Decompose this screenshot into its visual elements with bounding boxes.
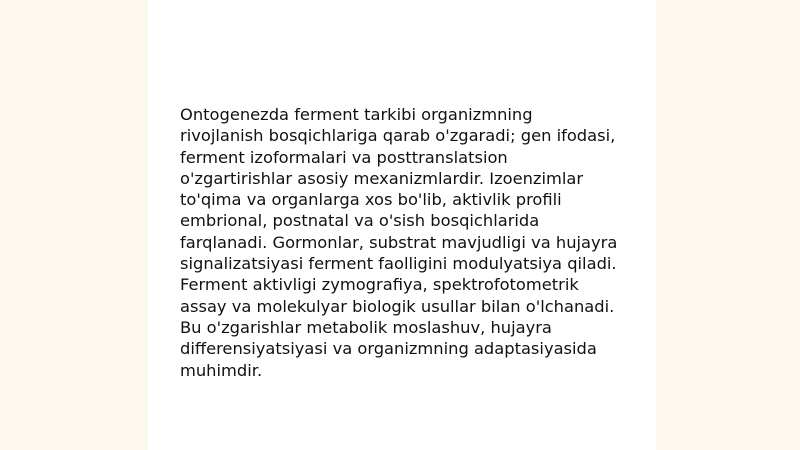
document-page [148, 0, 656, 450]
body-paragraph: Ontogenezda ferment tarkibi organizmning rivojlanish bosqichlariga qarab o'zgaradi; gen ifodasi, ferment izoformalari va posttranslatsion o'zgartirishlar asosiy mexanizmlardir. Izoenzimlar to'qima va organlarga xos bo'lib, aktivlik profili embrional, postnatal va o'sish bosqichlarida farqlanadi. Gormonlar, substrat mavjudligi va hujayra signalizatsiyasi ferment faolligini modulyatsiya qiladi. Ferment aktivligi zymografiya, spektrofotometrik assay va molekulyar biologik usullar bilan o'lchanadi. Bu o'zgarishlar metabolik moslashuv, hujayra differensiyatsiyasi va organizmning adaptasiyasida muhimdir. [180, 105, 618, 380]
